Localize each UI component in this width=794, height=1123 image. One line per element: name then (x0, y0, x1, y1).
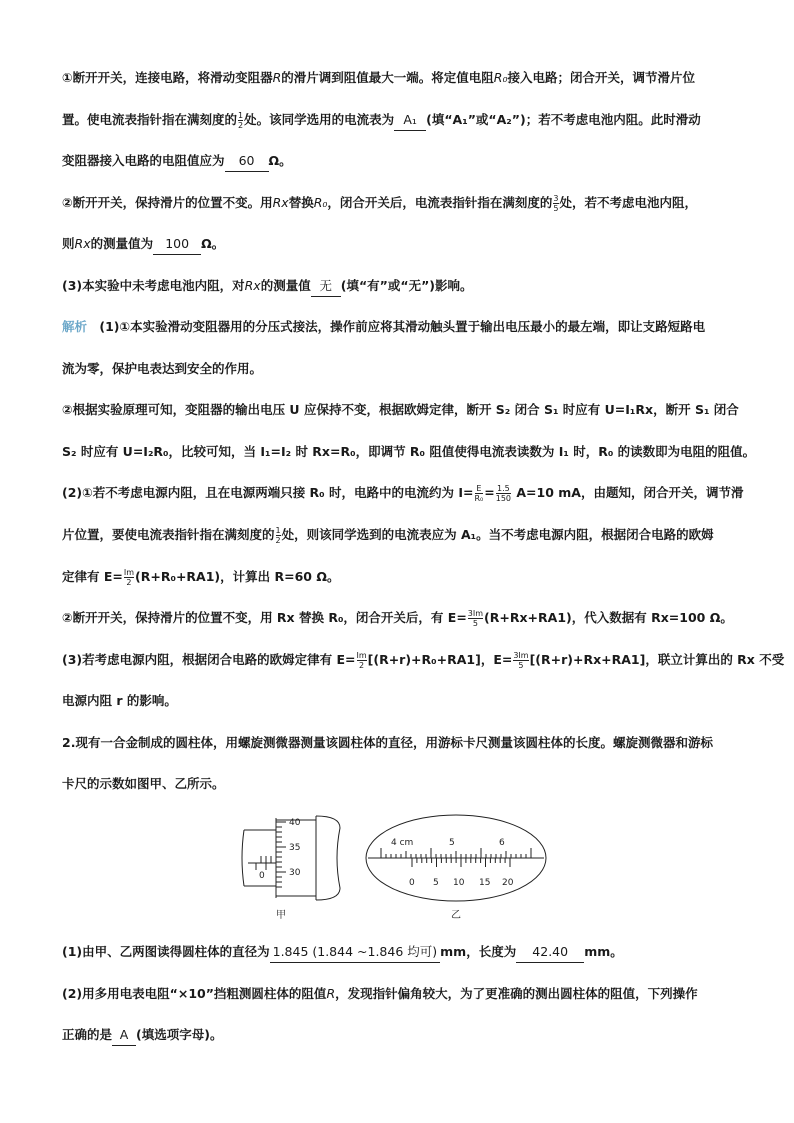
text: 置。使电流表指针指在满刻度的 (62, 112, 238, 127)
q1-step2-line1 (62, 193, 732, 213)
text: mm。 (584, 944, 623, 959)
answer-blank: 60 (225, 151, 269, 172)
micrometer-diagram (242, 816, 340, 900)
main-scale-label: 4 cm (391, 838, 414, 848)
symbol-r: R (272, 70, 282, 85)
text: 的测量值为 (90, 236, 154, 251)
symbol-r: R (326, 986, 336, 1001)
text: 则 (62, 236, 75, 251)
q2-line2: 卡尺的示数如图甲、乙所示。 (62, 776, 225, 791)
q1-step1-line2 (62, 110, 732, 131)
caption-right: 乙 (451, 910, 461, 921)
main-scale-label: 5 (449, 838, 455, 848)
text: (2)用多用电表电阻“×10”挡粗测圆柱体的阻值 (62, 986, 327, 1001)
text: 定律有 E= (62, 569, 123, 584)
vernier-scale-label: 10 (453, 878, 465, 888)
vernier-scale-label: 5 (433, 878, 439, 888)
main-scale-label: 6 (499, 838, 505, 848)
fraction-numerator: 3Im (467, 609, 484, 618)
vernier-scale-ticks (412, 858, 510, 867)
analysis-line9 (62, 650, 785, 670)
symbol-rx: Rx (74, 236, 91, 251)
q2-part2-line1 (62, 984, 732, 1004)
fraction-numerator: Im (123, 568, 135, 577)
fraction (475, 484, 484, 503)
text: Ω。 (201, 236, 225, 251)
text: ②断开开关，保持滑片的位置不变。用 (62, 195, 273, 210)
text: A=10 mA，由题知，闭合开关，调节滑 (512, 485, 744, 500)
q1-step2-line2 (62, 234, 732, 255)
text: (填选项字母)。 (136, 1027, 223, 1042)
text: Ω。 (268, 153, 292, 168)
answer-blank: 1.845 (1.844 ~1.846 均可) (270, 942, 441, 963)
fraction (513, 651, 528, 670)
text: [(R+r)+Rx+RA1]，联立计算出的 Rx 不受 (529, 652, 785, 667)
vernier-scale-label: 0 (409, 878, 415, 888)
symbol-rx: Rx (244, 278, 261, 293)
text: 的滑片调到阻值最大一端。将定值电阻 (281, 70, 494, 85)
text: (3)本实验中未考虑电池内阻，对 (62, 278, 245, 293)
text: 片位置，要使电流表指针指在满刻度的 (62, 527, 275, 542)
fraction-numerator: Im (356, 651, 367, 660)
analysis-line10: 电源内阻 r 的影响。 (62, 693, 177, 708)
text: 的测量值 (260, 278, 311, 293)
text: (填“有”或“无”)影响。 (340, 278, 473, 293)
text: (1)①本实验滑动变阻器用的分压式接法，操作前应将其滑动触头置于输出电压最小的最左端，即让支路短路电 (99, 319, 706, 334)
text: ，发现指针偏角较大，为了更准确的测出圆柱体的阻值，下列操作 (335, 986, 698, 1001)
vernier-caliper-diagram (366, 815, 546, 901)
fraction (496, 484, 511, 503)
text: ①断开开关，连接电路，将滑动变阻器 (62, 70, 273, 85)
text: = (484, 485, 495, 500)
text: (3)若考虑电源内阻，根据闭合电路的欧姆定律有 E= (62, 652, 356, 667)
q2-part1 (62, 942, 732, 963)
fraction-denominator: 5 (553, 204, 559, 213)
micrometer-zero-label: 0 (259, 871, 265, 881)
answer-blank: 无 (311, 276, 341, 297)
answer-blank: A₁ (394, 110, 426, 131)
analysis-line3: ②根据实验原理可知，变阻器的输出电压 U 应保持不变，根据欧姆定律，断开 S₂ 闭合 S₁ 时应有 U=I₁Rx，断开 S₁ 闭合 (62, 402, 739, 417)
text: mm，长度为 (440, 944, 517, 959)
analysis-line2: 流为零，保护电表达到安全的作用。 (62, 361, 263, 376)
analysis-label: 解析 (62, 319, 88, 334)
analysis-line1 (62, 317, 732, 337)
fraction-denominator: R₀ (474, 494, 484, 503)
text: 处，若不考虑电池内阻， (559, 195, 698, 210)
text: (1)由甲、乙两图读得圆柱体的直径为 (62, 944, 270, 959)
fraction-denominator: 2 (238, 121, 244, 130)
fraction-numerator: 1.5 (497, 484, 510, 493)
fraction (238, 111, 243, 130)
fraction-numerator: 1 (275, 526, 281, 535)
q2-line1: 2.现有一合金制成的圆柱体，用螺旋测微器测量该圆柱体的直径，用游标卡尺测量该圆柱体的长度。螺旋测微器和游标 (62, 735, 713, 750)
thimble-body (316, 816, 340, 900)
q1-part3 (62, 276, 732, 297)
analysis-line7 (62, 567, 732, 587)
text: 接入电路；闭合开关，调节滑片位 (507, 70, 696, 85)
analysis-line5 (62, 483, 744, 503)
micrometer-tick-label: 35 (289, 843, 301, 853)
answer-blank: 100 (153, 234, 201, 255)
fraction-numerator: 3Im (513, 651, 529, 660)
text: (R+Rx+RA1)，代入数据有 Rx=100 Ω。 (484, 610, 733, 625)
analysis-line8 (62, 608, 732, 628)
text: ，闭合开关后，电流表指针指在满刻度的 (327, 195, 553, 210)
text: (2)①若不考虑电源内阻，且在电源两端只接 R₀ 时，电路中的电流约为 I= (62, 485, 474, 500)
analysis-line4: S₂ 时应有 U=I₂R₀，比较可知，当 I₁=I₂ 时 Rx=R₀，即调节 R₀ 阻值使得电流表读数为 I₁ 时，R₀ 的读数即为电阻的阻值。 (62, 444, 756, 459)
answer-blank: A (112, 1025, 136, 1046)
caption-left: 甲 (276, 910, 286, 921)
answer-blank: 42.40 (516, 942, 584, 963)
vernier-scale-label: 20 (502, 878, 514, 888)
text: 变阻器接入电路的电阻值应为 (62, 153, 225, 168)
q1-step1-line3 (62, 151, 732, 172)
fraction-denominator: 150 (495, 494, 512, 503)
text: (填“A₁”或“A₂”)；若不考虑电池内阻。此时滑动 (426, 112, 701, 127)
vernier-scale-label: 15 (479, 878, 491, 888)
fraction-denominator: 2 (126, 578, 132, 587)
fraction-numerator: 1 (238, 111, 244, 120)
fraction-denominator: 5 (472, 619, 478, 628)
main-scale-ticks (381, 848, 531, 858)
fraction-denominator: 5 (518, 661, 524, 670)
text: 正确的是 (62, 1027, 113, 1042)
fraction-numerator: 3 (553, 194, 559, 203)
symbol-r0: R₀ (313, 195, 328, 210)
fraction-numerator: E (476, 484, 482, 493)
fraction (124, 568, 134, 587)
text: ②断开开关，保持滑片的位置不变，用 Rx 替换 R₀，闭合开关后，有 E= (62, 610, 467, 625)
symbol-rx: Rx (272, 195, 289, 210)
micrometer-tick-label: 30 (289, 868, 301, 878)
text: 处。该同学选用的电流表为 (244, 112, 395, 127)
text: 处，则该同学选到的电流表应为 A₁。当不考虑电源内阻，根据闭合电路的欧姆 (281, 527, 714, 542)
analysis-line6 (62, 525, 732, 545)
fraction (553, 194, 558, 213)
fraction-denominator: 2 (275, 536, 281, 545)
fraction (276, 526, 281, 545)
fraction (468, 609, 483, 628)
q1-step1-line1 (62, 68, 732, 88)
symbol-r0: R₀ (493, 70, 508, 85)
text: (R+R₀+RA1)，计算出 R=60 Ω。 (135, 569, 340, 584)
micrometer-tick-label: 40 (289, 818, 301, 828)
fraction-denominator: 2 (359, 661, 365, 670)
q2-part2-line2 (62, 1025, 732, 1046)
text: 替换 (288, 195, 314, 210)
measurement-figure (236, 808, 556, 928)
thimble-ticks (276, 822, 286, 887)
text: [(R+r)+R₀+RA1]，E= (367, 652, 513, 667)
fraction (357, 651, 367, 670)
